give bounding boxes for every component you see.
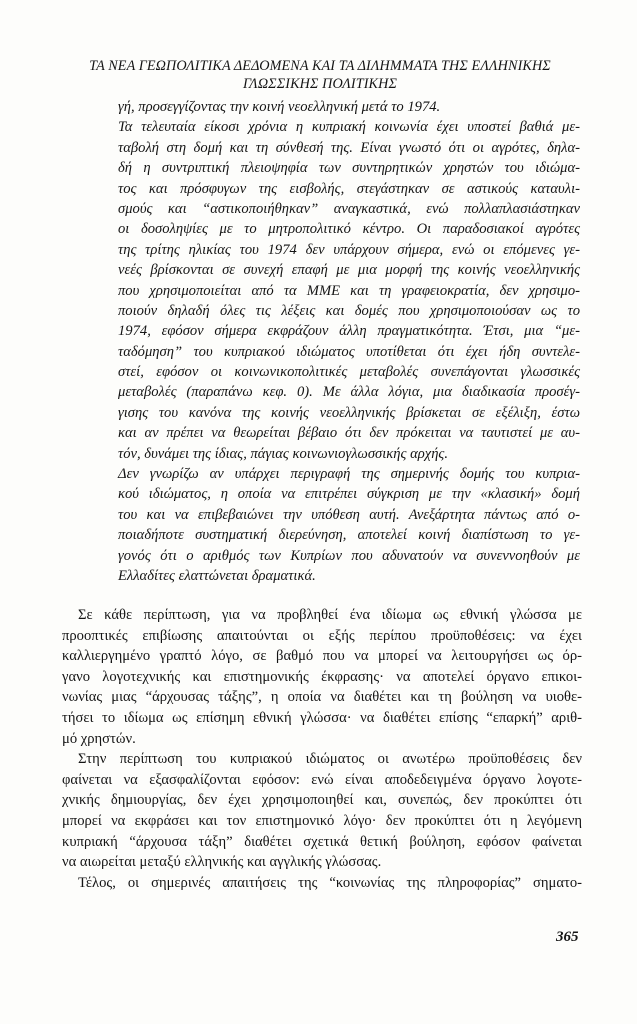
body-line: τήσει το ιδίωμα ως επίσημη εθνική γλώσσα· να διαθέτει επίσης “επαρκή” αριθ-	[62, 709, 582, 726]
italic-quote-block	[118, 97, 580, 586]
quote-line: ποιαδήποτε συστηματική διερεύνηση, αποτελεί κοινή διαπίστωση το γε-	[118, 527, 580, 544]
quote-line: και αν πρέπει να θεωρείται βέβαιο ότι δεν πρόκειται να ταυτιστεί με αυ-	[118, 425, 580, 442]
quote-line: γονός ότι ο αριθμός των Κυπρίων που αδυνατούν να συνεννοηθούν με	[118, 547, 580, 564]
body-line: προοπτικές επιβίωσης απαιτούνται οι εξής περίπου προϋποθέσεις: να έχει	[62, 627, 582, 644]
quote-line: κού ιδιώματος, η οποία να επιτρέπει σύγκριση με την «κλασική» δομή	[118, 486, 580, 503]
quote-line: που χρησιμοποιείται από τα ΜΜΕ και τη γραφειοκρατία, δεν χρησιμο-	[118, 282, 580, 299]
quote-line: δή η συντριπτική πλειοψηφία των συντηρητικών χρηστών του ιδιώμα-	[118, 160, 580, 177]
quote-line: γισης του κανόνα της κοινής νεοελληνικής βρίσκεται σε εξέλιξη, έστω	[118, 404, 580, 421]
body-line: κυπριακή “άρχουσα τάξη” διαθέτει σχετικά θετική βούληση, εφόσον φαίνεται	[62, 833, 582, 850]
quote-line: Τα τελευταία είκοσι χρόνια η κυπριακή κοινωνία έχει υποστεί βαθιά με-	[118, 119, 580, 136]
running-head-line-1: ΤΑ ΝΕΑ ΓΕΩΠΟΛΙΤΙΚΑ ΔΕΔΟΜΕΝΑ ΚΑΙ ΤΑ ΔΙΛΗΜΜΑΤΑ ΤΗΣ ΕΛΛΗΝΙΚΗΣ	[89, 58, 551, 74]
body-line: Σε κάθε περίπτωση, για να προβληθεί ένα ιδίωμα ως εθνική γλώσσα με	[78, 607, 582, 623]
quote-line: ταβολή στη δομή και τη σύνθεσή της. Είναι γνωστό ότι οι αγρότες, δηλα-	[118, 139, 580, 156]
body-line: μό χρηστών.	[62, 730, 136, 747]
body-line: μπορεί να εκφράσει και τον επιστημονικό λόγο· δεν προκύπτει ότι η λεγόμενη	[62, 812, 582, 829]
quote-line: ταδόμηση” του κυπριακού ιδιώματος υποτίθεται ότι έχει ήδη συντελε-	[118, 343, 580, 360]
quote-line: του και να επιβεβαιώνει την υπόθεση αυτή. Ανεξάρτητα πάντως από ο-	[118, 506, 580, 523]
body-line: φαίνεται να εξασφαλίζονται εφόσον: ενώ είναι αποδεδειγμένα όργανο λογοτε-	[62, 771, 582, 788]
quote-line: σμούς και “αστικοποιήθηκαν” αναγκαστικά, ενώ πολλαπλασιάστηκαν	[118, 200, 580, 217]
body-text	[62, 605, 582, 893]
running-head	[60, 57, 580, 93]
quote-line: τος και πρόσφυγων της εισβολής, στεγάστηκαν σε αστικούς καταυλι-	[118, 180, 580, 197]
quote-line: οι δοσοληψίες με το μητροπολιτικό κέντρο. Οι παραδοσιακοί αγρότες	[118, 221, 580, 238]
body-line: Τέλος, οι σημερινές απαιτήσεις της “κοινωνίας της πληροφορίας” σηματο-	[78, 874, 582, 891]
quote-line: Δεν γνωρίζω αν υπάρχει περιγραφή της σημερινής δομής του κυπρια-	[118, 466, 580, 483]
body-line: να αιωρείται μεταξύ ελληνικής και αγγλικής γλώσσας.	[62, 854, 382, 871]
quote-line: νεές βρίσκονται σε συνεχή επαφή με μια μορφή της κοινής νεοελληνικής	[118, 262, 580, 279]
body-line: χνικής δημιουργίας, δεν έχει χρησιμοποιηθεί και, συνεπώς, δεν προκύπτει ότι	[62, 792, 582, 809]
body-line: καλλιεργημένο γραπτό λόγο, σε βαθμό που να μπορεί να λειτουργήσει ως όρ-	[62, 648, 582, 665]
body-line: Στην περίπτωση του κυπριακού ιδιώματος οι ανωτέρω προϋποθέσεις δεν	[78, 751, 582, 768]
quote-line: μεταβολές (παραπάνω κεφ. 0). Με άλλα λόγια, μια διαδικασία προσέγ-	[118, 384, 580, 401]
quote-line: στεί, εφόσον οι κοινωνικοπολιτικές μεταβολές συνεπάγονται γλωσσικές	[118, 364, 580, 381]
body-line: νωνίας μιας “άρχουσας τάξης”, η οποία να διαθέτει και τη βούληση να υιοθε-	[62, 689, 582, 706]
running-head-line-2: ΓΛΩΣΣΙΚΗΣ ΠΟΛΙΤΙΚΗΣ	[243, 76, 397, 92]
quote-line: 1974, εφόσον σήμερα εκφράζουν άλλη πραγματικότητα. Έτσι, μια “με-	[118, 323, 580, 340]
quote-line: της τρίτης ηλικίας του 1974 δεν υπάρχουν σήμερα, ενώ οι επόμενες γε-	[118, 241, 580, 258]
quote-line: γή, προσεγγίζοντας την κοινή νεοελληνική μετά το 1974.	[118, 99, 441, 115]
quote-line: τόν, δυνάμει της ίδιας, πάγιας κοινωνιογλωσσικής αρχής.	[118, 445, 449, 462]
page-number: 365	[556, 929, 579, 945]
quote-line: ποιούν δηλαδή όλες τις λέξεις και δομές που χρησιμοποιούσαν ως το	[118, 302, 580, 319]
quote-line: Ελλαδίτες ελαττώνεται δραματικά.	[118, 567, 316, 584]
body-line: γανο λογοτεχνικής και επιστημονικής έκφρασης· να αποτελεί όργανο επικοι-	[62, 668, 582, 685]
